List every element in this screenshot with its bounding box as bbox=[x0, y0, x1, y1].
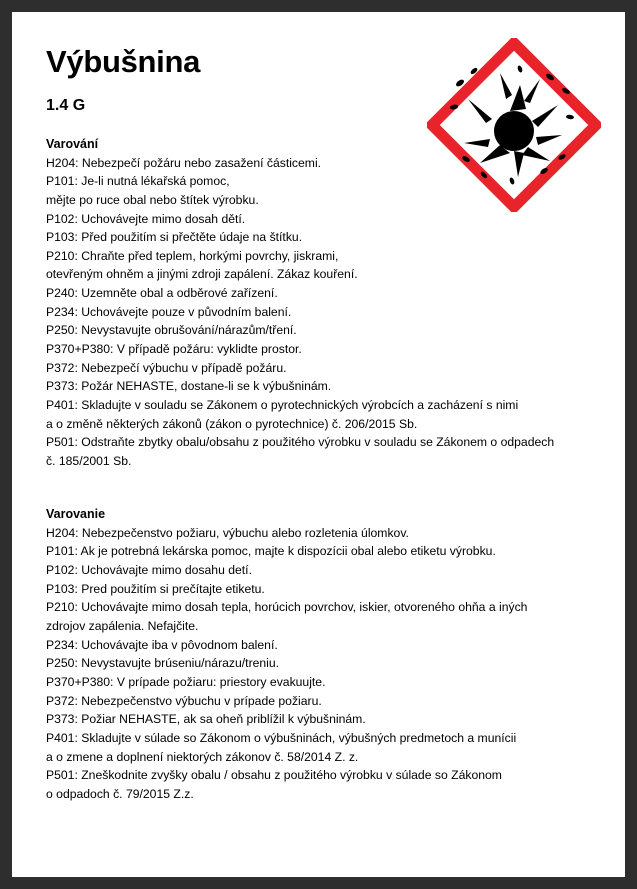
hazard-line: P101: Ak je potrebná lekárska pomoc, majte k dispozícii obal alebo etiketu výrobku. bbox=[46, 544, 496, 559]
section-spacer bbox=[46, 471, 595, 485]
hazard-line: P210: Chraňte před teplem, horkými povrchy, jiskrami, bbox=[46, 248, 339, 263]
hazard-line: P234: Uchovávajte iba v pôvodnom balení. bbox=[46, 637, 278, 652]
hazard-line: P372: Nebezpečí výbuchu v případě požáru. bbox=[46, 360, 287, 375]
hazard-line: P501: Odstraňte zbytky obalu/obsahu z použitého výrobku v souladu se Zákonem o odpadech bbox=[46, 435, 555, 450]
hazard-line: otevřeným ohněm a jinými zdroji zapálení. Zákaz kouření. bbox=[46, 267, 358, 282]
ghs-explosive-pictogram bbox=[427, 38, 601, 212]
label-sheet bbox=[12, 12, 625, 877]
hazard-line: mějte po ruce obal nebo štítek výrobku. bbox=[46, 192, 259, 207]
hazard-line: P373: Požiar NEHASTE, ak sa oheň priblížil k výbušninám. bbox=[46, 712, 366, 727]
hazard-line: P103: Před použitím si přečtěte údaje na štítku. bbox=[46, 230, 303, 245]
section-heading: Varovanie bbox=[46, 506, 106, 521]
hazard-line: a o zmene a doplnení niektorých zákonov č. 58/2014 Z. z. bbox=[46, 749, 359, 764]
hazard-line: P234: Uchovávejte pouze v původním balení. bbox=[46, 304, 292, 319]
hazard-line: P372: Nebezpečenstvo výbuchu v prípade požiaru. bbox=[46, 693, 322, 708]
page-title: Výbušnina bbox=[46, 44, 201, 79]
hazard-line: P103: Pred použitím si prečítajte etiketu. bbox=[46, 581, 265, 596]
hazard-line: P401: Skladujte v souladu se Zákonem o pyrotechnických výrobcích a zacházení s nimi bbox=[46, 398, 519, 413]
hazard-line: P102: Uchovávajte mimo dosahu detí. bbox=[46, 563, 252, 578]
hazard-line: P102: Uchovávejte mimo dosah dětí. bbox=[46, 211, 246, 226]
hazard-line: P210: Uchovávajte mimo dosah tepla, horúcich povrchov, iskier, otvoreného ohňa a iných bbox=[46, 600, 528, 615]
section-heading: Varování bbox=[46, 136, 99, 151]
hazard-line: P501: Zneškodnite zvyšky obalu / obsahu z použitého výrobku v súlade so Zákonom bbox=[46, 768, 502, 783]
section-sk bbox=[46, 507, 595, 804]
hazard-line: H204: Nebezpečenstvo požiaru, výbuchu alebo rozletenia úlomkov. bbox=[46, 525, 409, 540]
hazard-line: P370+P380: V případě požáru: vyklidte prostor. bbox=[46, 342, 302, 357]
hazard-line: P370+P380: V prípade požiaru: priestory evakuujte. bbox=[46, 674, 326, 689]
hazard-line: P101: Je-li nutná lékařská pomoc, bbox=[46, 174, 230, 189]
hazard-line: P401: Skladujte v súlade so Zákonom o výbušninách, výbušných predmetoch a munícii bbox=[46, 730, 517, 745]
hazard-line: o odpadoch č. 79/2015 Z.z. bbox=[46, 786, 194, 801]
hazard-line: P240: Uzemněte obal a odběrové zařízení. bbox=[46, 286, 278, 301]
hazard-line: a o změně některých zákonů (zákon o pyrotechnice) č. 206/2015 Sb. bbox=[46, 416, 418, 431]
hazard-line: zdrojov zapálenia. Nefajčite. bbox=[46, 618, 199, 633]
hazard-line: P373: Požár NEHASTE, dostane-li se k výbušninám. bbox=[46, 379, 332, 394]
hazard-line: č. 185/2001 Sb. bbox=[46, 454, 132, 469]
hazard-line: P250: Nevystavujte brúseniu/nárazu/treniu. bbox=[46, 656, 280, 671]
hazard-line: P250: Nevystavujte obrušování/nárazům/tření. bbox=[46, 323, 297, 338]
hazard-line: H204: Nebezpečí požáru nebo zasažení částicemi. bbox=[46, 155, 322, 170]
hazard-class-subtitle: 1.4 G bbox=[46, 96, 86, 114]
